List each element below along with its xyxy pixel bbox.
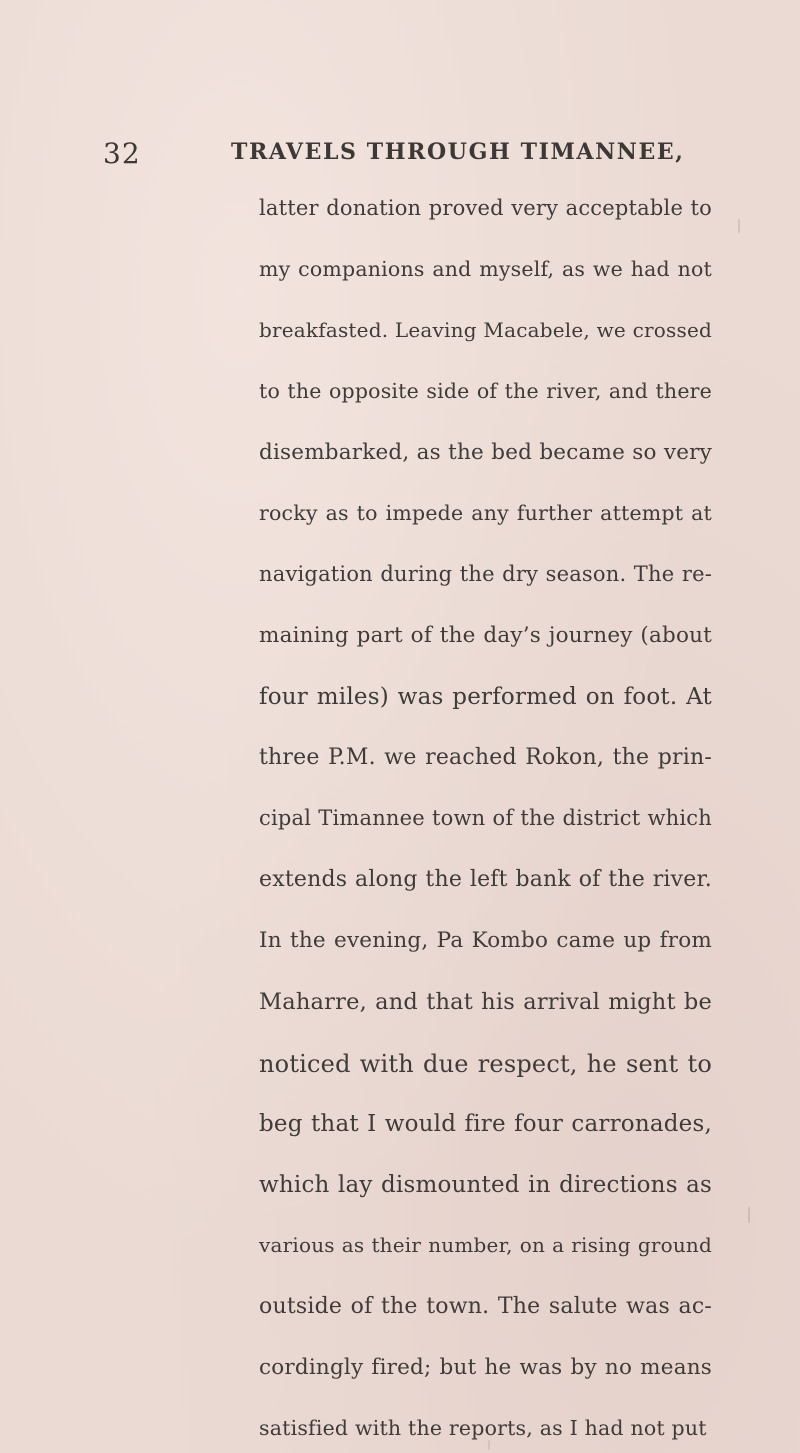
text-line: cordingly fired; but he was by no means <box>259 1355 712 1380</box>
text-line: disembarked, as the bed became so very <box>259 440 712 465</box>
text-line: four miles) was performed on foot. At <box>259 684 712 710</box>
text-line: Maharre, and that his arrival might be <box>259 989 712 1015</box>
paper-speck <box>738 219 740 233</box>
page-number: 32 <box>103 137 141 170</box>
text-line: breakfasted. Leaving Macabele, we crossed <box>259 318 712 342</box>
text-line: to the opposite side of the river, and there <box>259 379 712 403</box>
paper-speck <box>488 1440 490 1450</box>
text-line: satisfied with the reports, as I had not put <box>259 1416 707 1440</box>
text-line: which lay dismounted in directions as <box>259 1172 712 1198</box>
text-line: maining part of the day’s journey (about <box>259 623 712 648</box>
running-head: TRAVELS THROUGH TIMANNEE, <box>231 139 685 165</box>
text-line: my companions and myself, as we had not <box>259 257 712 281</box>
text-line: extends along the left bank of the river. <box>259 867 712 892</box>
text-line: latter donation proved very acceptable to <box>259 196 712 220</box>
text-line: rocky as to impede any further attempt at <box>259 501 712 525</box>
text-line: noticed with due respect, he sent to <box>259 1050 712 1078</box>
text-line: In the evening, Pa Kombo came up from <box>259 928 712 953</box>
text-line: navigation during the dry season. The re- <box>259 562 712 586</box>
text-line: three P.M. we reached Rokon, the prin- <box>259 745 712 770</box>
paper-speck <box>748 1207 750 1223</box>
text-line: various as their number, on a rising ground <box>259 1233 712 1257</box>
text-line: cipal Timannee town of the district which <box>259 806 712 830</box>
text-line: outside of the town. The salute was ac- <box>259 1294 712 1319</box>
text-line: beg that I would fire four carronades, <box>259 1111 712 1137</box>
